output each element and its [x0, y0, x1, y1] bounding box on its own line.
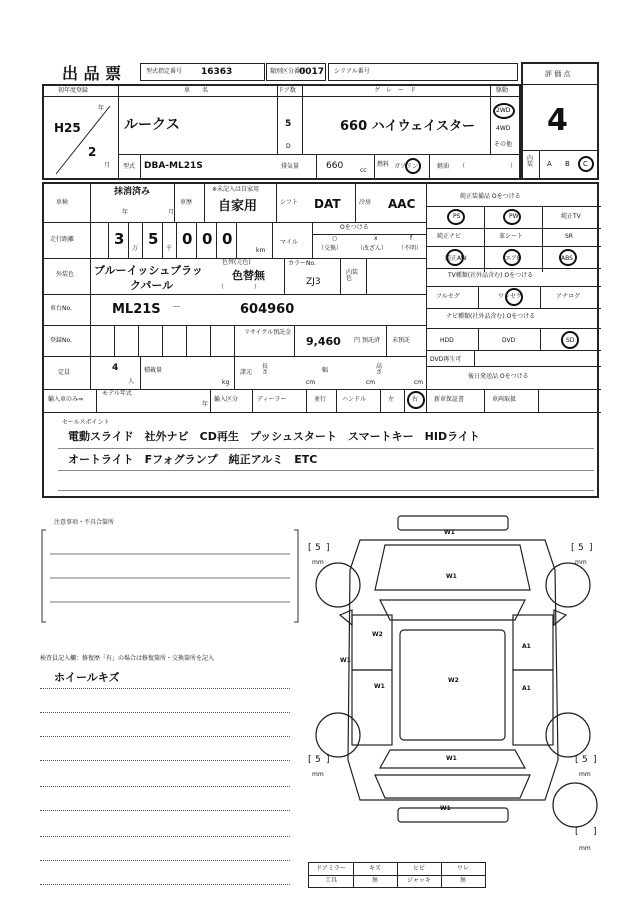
mileage-d4: 0 — [202, 230, 213, 248]
shift-label: シフト — [280, 199, 299, 206]
sales-points-line2: オートライト Fフォグランプ 純正アルミ ETC — [68, 453, 318, 466]
deposit-done: 預託済 — [362, 337, 381, 344]
tire-rr-mm: mm — [579, 771, 591, 778]
first-reg-era: H25 — [54, 121, 81, 135]
interior-a: A — [547, 160, 552, 168]
cc-unit: cc — [360, 167, 367, 174]
tire-fl-depth: 5 — [315, 543, 321, 553]
import-right-circle — [407, 391, 425, 409]
chassis-dash: － — [172, 303, 182, 313]
dim-height: 高さ — [376, 363, 383, 376]
dmg-w1-hood: W1 — [446, 573, 457, 580]
mileage-mile: マイル — [280, 239, 298, 246]
dmg-a1-right2: A1 — [522, 685, 531, 692]
year-unit: 年 — [98, 105, 105, 112]
tv-fullseg: フルセグ — [436, 293, 460, 300]
serial-label: シリアル番号 — [334, 68, 370, 75]
doors-suffix: D — [286, 143, 291, 150]
dmg-w2-roof: W2 — [448, 677, 459, 684]
type-cert-label: 型式指定番号 — [146, 68, 183, 75]
dim-height-cm: cm — [414, 379, 424, 386]
tire-rl-bracket-close: ] — [326, 755, 330, 765]
month-unit: 月 — [104, 162, 111, 169]
type-cert-box — [140, 63, 265, 81]
equip-airbag: エアB — [505, 255, 522, 262]
notes-label: 注意事項・不具合箇所 — [54, 519, 115, 526]
tire-rl-bracket: [ — [308, 755, 312, 765]
equip-navi: 純正ナビ — [437, 233, 462, 240]
tire-rl-depth: 5 — [315, 755, 321, 765]
sales-points-line1: 電動スライド 社外ナビ CD再生 プッシュスタート スマートキー HIDライト — [68, 430, 480, 443]
interior-c: C — [583, 160, 588, 168]
equip-abs: ABS — [561, 255, 573, 262]
navi-type-title: ナビ種類(社外品含む) Oをつける — [446, 313, 536, 320]
drive-2wd: 2WD — [496, 107, 511, 114]
tv-oneseg: ワンセグ — [498, 293, 523, 300]
navi-sd-circle — [561, 331, 579, 349]
recycle-value: 9,460 — [306, 335, 341, 348]
inspection-value: 抹消済み — [114, 187, 151, 197]
import-model-year: モデル年式 — [102, 390, 132, 397]
form-title: 出 品 票 — [62, 64, 122, 83]
legend-h3: ヒビ — [412, 865, 425, 872]
later-warranty: 新車保証書 — [434, 396, 465, 403]
notes-bracket — [40, 526, 300, 626]
serial-box — [328, 63, 518, 81]
repaint-paren: （ ） — [218, 284, 261, 291]
type-cert-no: 16363 — [201, 67, 233, 77]
tire-rl-mm: mm — [312, 771, 324, 778]
tire-rr-depth: 5 — [582, 755, 588, 765]
tv-oneseg-circle — [505, 288, 523, 306]
class-label: 類別区分番号 — [270, 68, 307, 75]
tv-type-title: TV種類(社外品含む) Oをつける — [448, 272, 534, 279]
spare-bracket-close: ] — [593, 827, 597, 837]
mileage-unknown: （不明） — [398, 245, 423, 252]
later-title: 後日発送品 Oをつける — [468, 373, 529, 380]
mileage-circle-note: Oをつける — [340, 224, 369, 231]
trim-value: 660 ハイウェイスター — [340, 119, 476, 134]
mileage-mod: （改ざん） — [357, 245, 388, 252]
legend-r4: 無 — [459, 877, 466, 884]
color-value-1: ブルーイッシュブラッ — [94, 264, 203, 277]
grade-value: 4 — [547, 103, 568, 138]
tire-fr-bracket: [ — [571, 543, 575, 553]
mileage-d3: 0 — [182, 230, 193, 248]
chassis-number: 604960 — [240, 302, 295, 317]
legend-h2: キズ — [369, 865, 381, 872]
mileage-exch: （交換） — [318, 245, 343, 252]
mileage-unknown-mark: f — [410, 235, 413, 242]
load-label: 積載量 — [144, 367, 163, 374]
equip-ps: PS — [453, 213, 461, 220]
capacity-unit: 人 — [128, 378, 135, 385]
doors-label: ドア数 — [278, 87, 296, 94]
model-value: DBA-ML21S — [144, 161, 203, 171]
class-no: 0017 — [299, 67, 325, 77]
dim-label: 諸元 — [240, 369, 253, 376]
inspector-note: ホイールキズ — [54, 671, 120, 684]
displacement-value: 660 — [326, 161, 344, 171]
tire-fl-bracket: [ — [308, 543, 312, 553]
inspection-month: 月 — [168, 209, 175, 216]
mileage-d5: 0 — [222, 230, 233, 248]
color-code-label: カラーNo. — [288, 260, 316, 267]
class-box — [266, 63, 326, 81]
repaint-label: 色替(元色) — [222, 259, 251, 266]
car-name-label: 車 名 — [184, 87, 209, 94]
dmg-a1-right1: A1 — [522, 643, 531, 650]
tire-rr-bracket-close: ] — [593, 755, 597, 765]
color-code-value: ZJ3 — [306, 277, 321, 287]
tire-rr-bracket: [ — [575, 755, 579, 765]
equip-aw-circle — [446, 249, 464, 266]
equip-abs-circle — [559, 249, 577, 266]
doors-value: 5 — [285, 119, 292, 129]
history-note: ※未記入は自家用 — [212, 186, 260, 193]
tire-fr-depth: 5 — [578, 543, 584, 553]
equip-pw-circle — [503, 209, 521, 225]
fuel-gas: ガソリン — [394, 163, 419, 170]
grade-label: 評 価 点 — [545, 70, 571, 78]
mileage-label: 走行距離 — [50, 236, 75, 243]
mileage-d1: 3 — [114, 230, 125, 248]
inspector-label: 検査員記入欄：修復歴「有」の場合は修復箇所・交換箇所を記入 — [40, 655, 215, 662]
mileage-sen: 千 — [166, 245, 173, 252]
shift-value: DAT — [314, 197, 341, 211]
trim-label: グ レ ー ド — [374, 87, 417, 94]
import-parallel: 並行 — [314, 396, 327, 403]
fuel-paren-open: （ — [459, 163, 466, 170]
chassis-label: 車台No. — [50, 305, 72, 312]
interior-label: 内装 — [527, 155, 534, 168]
dmg-w1-rear: W1 — [446, 755, 457, 762]
history-value: 自家用 — [218, 199, 258, 214]
legend-r1: 工具 — [324, 877, 337, 884]
grade-box — [521, 62, 599, 180]
legend-h4: ワレ — [456, 865, 469, 872]
import-year: 年 — [202, 401, 209, 408]
import-handle: ハンドル — [342, 396, 367, 403]
int-color-label: 内装色 — [346, 269, 359, 282]
equip-title: 純正装備品 Oをつける — [460, 193, 521, 200]
basic-info-block — [42, 84, 521, 180]
chassis-prefix: ML21S — [112, 302, 161, 317]
legend-table — [308, 862, 486, 888]
import-dealer: ディーラー — [257, 396, 287, 403]
dmg-w1-top: W1 — [444, 529, 455, 536]
first-reg-month: 2 — [88, 145, 97, 159]
dmg-w1-left-ext: W1 — [340, 657, 351, 664]
car-damage-diagram — [300, 510, 610, 840]
drive-4wd: 4WD — [496, 125, 511, 132]
deposit-not: 未預託 — [392, 337, 411, 344]
tire-fr-bracket-close: ] — [589, 543, 593, 553]
dmg-w1-bottom: W1 — [440, 805, 451, 812]
equip-airbag-circle — [503, 249, 521, 266]
capacity-value: 4 — [112, 363, 119, 373]
drive-other: その他 — [494, 141, 513, 148]
tire-fl-mm: mm — [312, 559, 324, 566]
equip-sr: SR — [565, 233, 573, 240]
navi-sd: SD — [566, 337, 575, 344]
sales-points-label: セールスポイント — [62, 419, 110, 426]
drive-label: 駆動 — [496, 87, 509, 94]
dmg-w1-left: W1 — [374, 683, 385, 690]
later-manual: 車両取扱 — [492, 396, 517, 403]
legend-r2: 無 — [371, 877, 378, 884]
history-label: 車歴 — [180, 199, 193, 206]
equip-aw: 純正AW — [445, 255, 467, 262]
color-label: 外装色 — [56, 271, 75, 278]
registration-label: 登録No. — [50, 337, 72, 344]
fuel-diesel: 軽油 — [437, 163, 450, 170]
dmg-w2-left: W2 — [372, 631, 383, 638]
import-class-label: 輸入区分 — [214, 396, 239, 403]
car-name: ルークス — [124, 117, 180, 133]
equip-pw: PW — [509, 213, 519, 220]
legend-h1: ドアミラー — [316, 865, 346, 872]
mileage-d2: 5 — [148, 230, 159, 248]
fuel-label: 燃料 — [377, 161, 390, 168]
equip-leather: 革シート — [499, 233, 524, 240]
mileage-exch-mark: ○ — [332, 235, 338, 242]
displacement-label: 排気量 — [281, 163, 300, 170]
spare-bracket: [ — [575, 827, 579, 837]
ac-value: AAC — [388, 197, 416, 211]
inspection-year: 年 — [122, 209, 129, 216]
drive-2wd-circle — [493, 103, 515, 119]
mileage-man: 万 — [132, 245, 139, 252]
ac-label: 冷房 — [359, 199, 372, 206]
spare-mm: mm — [579, 845, 591, 852]
mileage-km: km — [256, 247, 266, 254]
dim-length: 長さ — [262, 363, 269, 376]
import-label: 輸入車のみ⇒ — [48, 396, 84, 403]
capacity-label: 定員 — [58, 369, 71, 376]
equip-ps-circle — [447, 209, 465, 225]
mileage-mod-mark: x — [374, 235, 378, 242]
dim-width: 幅 — [322, 367, 329, 374]
recycle-unit: 円 — [354, 337, 361, 344]
fuel-gas-circle — [405, 158, 421, 174]
recycle-label: リサイクル預託金 — [244, 329, 292, 336]
dim-width-cm: cm — [366, 379, 376, 386]
legend-r3: ジャッキ — [407, 877, 431, 884]
tire-fl-bracket-close: ] — [326, 543, 330, 553]
tire-fr-mm: mm — [575, 559, 587, 566]
inspection-label: 車検 — [56, 199, 69, 206]
dim-length-cm: cm — [306, 379, 316, 386]
first-reg-label: 初年度登録 — [58, 87, 89, 94]
equip-tv: 純正TV — [561, 213, 581, 220]
fuel-paren-close: ） — [510, 163, 517, 170]
load-kg: kg — [222, 379, 230, 386]
import-left: 左 — [388, 396, 395, 403]
color-value-2: クパール — [130, 279, 174, 292]
dvd-play: DVD再生可 — [430, 356, 462, 363]
navi-dvd: DVD — [502, 337, 516, 344]
main-info-block — [42, 182, 599, 498]
interior-c-circle — [578, 156, 594, 172]
tv-analog: アナログ — [556, 293, 581, 300]
repaint-value: 色替無 — [232, 269, 265, 282]
navi-hdd: HDD — [440, 337, 454, 344]
model-label: 型式 — [123, 163, 136, 170]
interior-b: B — [565, 160, 570, 168]
import-right: 右 — [412, 396, 419, 403]
